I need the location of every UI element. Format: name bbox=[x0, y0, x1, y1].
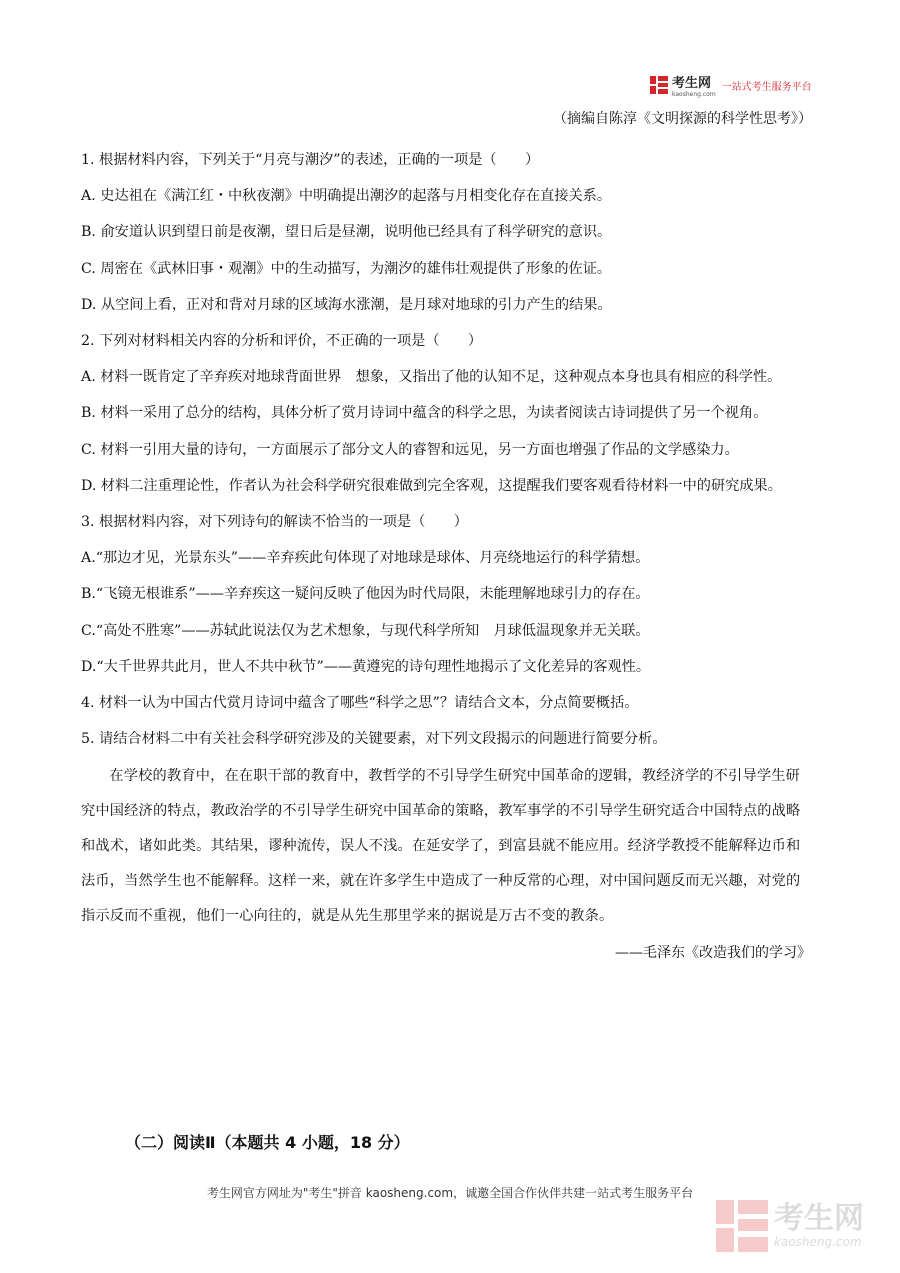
logo-wordmark bbox=[672, 72, 716, 98]
kaosheng-logo-icon bbox=[650, 76, 668, 94]
option-item: B.“飞镜无根谁系”——辛弃疾这一疑问反映了他因为时代局限，未能理解地球引力的存在。 bbox=[81, 586, 650, 603]
watermark-name: 考生网 bbox=[774, 1201, 864, 1236]
excerpt-passage: 在学校的教育中，在在职干部的教育中，教哲学的不引导学生研究中国革命的逻辑，教经济学的不引导学生研究中国经济的特点，教政治学的不引导学生研究中国革命的策略，教军事学的不引导学生研究适合中国特点的战略和战术，诸如此类。其结果，谬种流传，误人不浅。在延安学了，到富县就不能应用。经济学教授不能解释边币和法币，当然学生也不能解释。这样一来，就在许多学生中造成了一种反常的心理，对中国问题反而无兴趣，对党的指示反而不重视，他们一心向往的，就是从先生那里学来的据说是万古不变的教条。 bbox=[81, 768, 801, 925]
option-item: C.“高处不胜寒”——苏轼此说法仅为艺术想象，与现代科学所知 月球低温现象并无关联。 bbox=[81, 622, 650, 639]
header-logo bbox=[650, 72, 812, 98]
option-item: B. 材料一采用了总分的结构，具体分析了赏月诗词中蕴含的科学之思，为读者阅读古诗词提供了另一个视角。 bbox=[81, 405, 768, 422]
kaosheng-watermark-icon bbox=[716, 1200, 768, 1252]
page-footer: 考生网官方网址为"考生"拼音 kaosheng.com，诚邀全国合作伙伴共建一站式考生服务平台 bbox=[206, 1186, 694, 1200]
source-citation-1: （摘编自陈淳《文明探源的科学性思考》） bbox=[553, 111, 812, 127]
section-heading: （二）阅读Ⅱ（本题共 4 小题，18 分） bbox=[125, 1133, 410, 1152]
option-item: C. 材料一引用大量的诗句，一方面展示了部分文人的睿智和远见，另一方面也增强了作品的文学感染力。 bbox=[81, 441, 739, 458]
source-citation-2: ——毛泽东《改造我们的学习》 bbox=[615, 945, 811, 962]
watermark-wordmark bbox=[774, 1203, 864, 1249]
option-item: A.“那边才见，光景东头”——辛弃疾此句体现了对地球是球体、月亮绕地运行的科学猜想。 bbox=[81, 550, 650, 567]
question-stem: 4. 材料一认为中国古代赏月诗词中蕴含了哪些“科学之思”？请结合文本，分点简要概括。 bbox=[81, 695, 639, 712]
question-stem: 1. 根据材料内容，下列关于“月亮与潮汐”的表述，正确的一项是（ ） bbox=[81, 152, 540, 168]
option-item: B. 俞安道认识到望日前是夜潮，望日后是昼潮，说明他已经具有了科学研究的意识。 bbox=[81, 224, 612, 241]
option-item: D. 材料二注重理论性，作者认为社会科学研究很难做到完全客观，这提醒我们要客观看待材料一中的研究成果。 bbox=[81, 477, 782, 494]
watermark-domain: kaosheng.com bbox=[774, 1235, 862, 1249]
question-stem: 5. 请结合材料二中有关社会科学研究涉及的关键要素，对下列文段揭示的问题进行简要分析。 bbox=[81, 731, 667, 748]
option-item: D. 从空间上看，正对和背对月球的区域海水涨潮，是月球对地球的引力产生的结果。 bbox=[81, 296, 612, 313]
question-stem: 3. 根据材料内容，对下列诗句的解读不恰当的一项是（ ） bbox=[81, 514, 468, 531]
watermark bbox=[716, 1200, 864, 1252]
option-item: C. 周密在《武林旧事・观潮》中的生动描写，为潮汐的雄伟壮观提供了形象的佐证。 bbox=[81, 260, 612, 277]
option-item: D.“大千世界共此月，世人不共中秋节”——黄遵宪的诗句理性地揭示了文化差异的客观性。 bbox=[81, 658, 651, 675]
option-item: A. 史达祖在《满江红・中秋夜潮》中明确提出潮汐的起落与月相变化存在直接关系。 bbox=[81, 188, 612, 205]
logo-name: 考生网 bbox=[672, 76, 712, 91]
question-content bbox=[81, 142, 811, 972]
logo-slogan: 一站式考生服务平台 bbox=[721, 81, 812, 93]
option-item: A. 材料一既肯定了辛弃疾对地球背面世界 想象，又指出了他的认知不足，这种观点本身也具有相应的科学性。 bbox=[81, 369, 782, 386]
question-stem: 2. 下列对材料相关内容的分析和评价，不正确的一项是（ ） bbox=[81, 333, 483, 350]
logo-domain: kaosheng.com bbox=[672, 91, 716, 98]
